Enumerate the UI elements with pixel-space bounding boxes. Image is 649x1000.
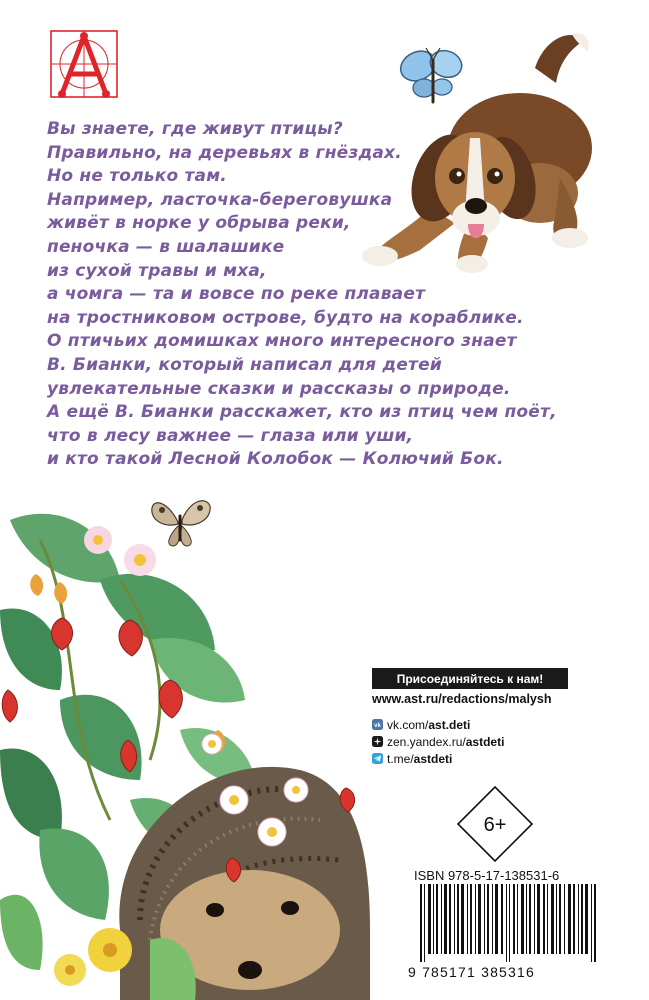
zen-handle: astdeti — [465, 734, 505, 749]
description-line: А ещё В. Бианки расскажет, кто из птиц чем поёт, — [47, 402, 557, 423]
website-link[interactable]: www.ast.ru/redactions/malysh — [372, 692, 552, 706]
barcode-bars — [418, 884, 598, 962]
description-line: на тростниковом острове, будто на кораблике. — [47, 307, 524, 328]
age-rating-text: 6+ — [483, 814, 507, 836]
description-line: О птичьих домишках много интересного знает — [47, 331, 517, 352]
description-line: увлекательные сказки и рассказы о природе. — [47, 378, 511, 399]
vk-icon — [372, 719, 383, 730]
isbn-text: ISBN 978-5-17-138531-6 — [414, 868, 560, 883]
social-links — [372, 716, 504, 767]
description-line: Вы знаете, где живут птицы? — [47, 119, 343, 139]
description-line: и кто такой Лесной Колобок — Колючий Бок. — [47, 449, 504, 470]
barcode-number: 9 785171 385316 — [408, 964, 535, 980]
description-line: В. Бианки, который написал для детей — [47, 354, 442, 375]
social-link-vk[interactable] — [372, 716, 504, 733]
description-line: Например, ласточка-береговушка — [47, 189, 393, 210]
svg-text:vk: vk — [374, 723, 381, 729]
join-us-banner: Присоединяйтесь к нам! — [372, 668, 568, 689]
zen-icon — [372, 736, 383, 747]
age-rating-badge — [456, 785, 534, 863]
vk-prefix: vk.com/ — [387, 717, 429, 732]
telegram-icon — [372, 753, 383, 764]
description-line: пеночка — в шалашике — [47, 236, 285, 257]
puppy-illustration — [360, 28, 610, 278]
telegram-prefix: t.me/ — [387, 751, 414, 766]
description-line: из сухой травы и мха, — [47, 260, 267, 281]
zen-prefix: zen.yandex.ru/ — [387, 734, 466, 749]
description-line: живёт в норке у обрыва реки, — [47, 213, 351, 234]
hedgehog-strawberry-illustration — [0, 500, 370, 1000]
description-line: Но не только там. — [47, 166, 227, 187]
description-line: Правильно, на деревьях в гнёздах. — [47, 142, 402, 163]
social-link-telegram[interactable] — [372, 750, 504, 767]
vk-handle: ast.deti — [428, 717, 471, 732]
description-line: а чомга — та и вовсе по реке плавает — [47, 284, 426, 305]
telegram-handle: astdeti — [413, 751, 453, 766]
barcode — [408, 884, 603, 982]
social-link-zen[interactable] — [372, 733, 504, 750]
description-line: что в лесу важнее — глаза или уши, — [47, 425, 414, 446]
publisher-logo-icon — [48, 28, 120, 100]
